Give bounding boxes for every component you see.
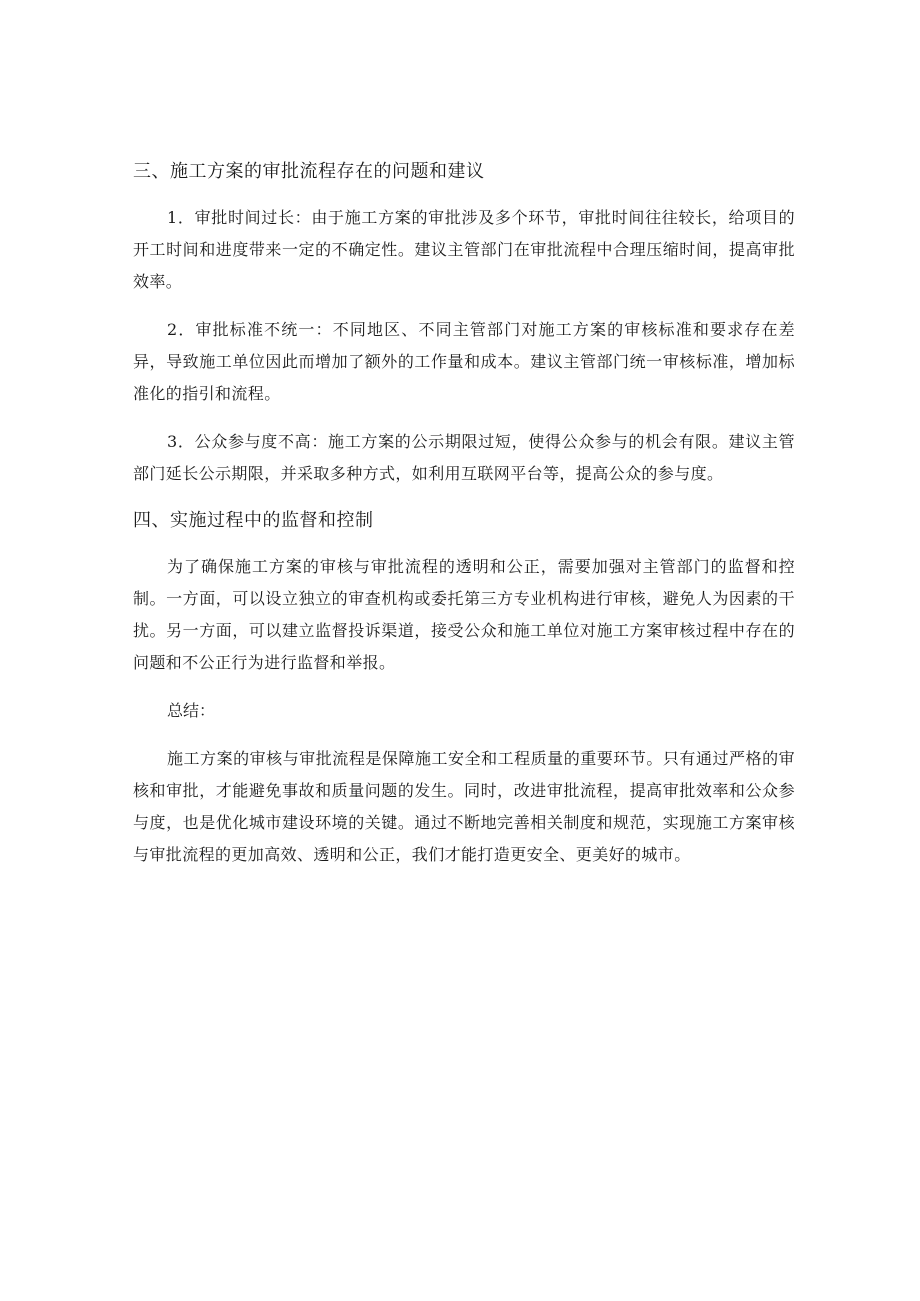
item-number: 3 [167,432,178,451]
summary-label: 总结： [167,701,216,720]
item-text: ．审批标准不统一：不同地区、不同主管部门对施工方案的审核标准和要求存在差异，导致施工单位因此而增加了额外的工作量和成本。建议主管部门统一审核标准，增加标准化的指引和流程。 [133,320,795,403]
section-4-heading: 四、实施过程中的监督和控制 [133,510,374,531]
item-number: 1 [167,208,178,227]
item-text: ．公众参与度不高：施工方案的公示期限过短，使得公众参与的机会有限。建议主管部门延长公示期限，并采取多种方式，如利用互联网平台等，提高公众的参与度。 [133,432,795,483]
list-item [133,202,795,298]
section-3-heading: 三、施工方案的审批流程存在的问题和建议 [133,161,485,182]
section-4-paragraph: 为了确保施工方案的审核与审批流程的透明和公正，需要加强对主管部门的监督和控制。一方面，可以设立独立的审查机构或委托第三方专业机构进行审核，避免人为因素的干扰。另一方面，可以建立监督投诉渠道，接受公众和施工单位对施工方案审核过程中存在的问题和不公正行为进行监督和举报。 [133,557,795,672]
list-item [133,314,795,410]
document-body [133,157,795,887]
summary-paragraph: 施工方案的审核与审批流程是保障施工安全和工程质量的重要环节。只有通过严格的审核和审批，才能避免事故和质量问题的发生。同时，改进审批流程，提高审批效率和公众参与度，也是优化城市建设环境的关键。通过不断地完善相关制度和规范，实现施工方案审核与审批流程的更加高效、透明和公正，我们才能打造更安全、更美好的城市。 [133,749,795,864]
item-text: ．审批时间过长：由于施工方案的审批涉及多个环节，审批时间往往较长，给项目的开工时间和进度带来一定的不确定性。建议主管部门在审批流程中合理压缩时间，提高审批效率。 [133,208,795,291]
list-item [133,426,795,490]
item-number: 2 [167,320,178,339]
